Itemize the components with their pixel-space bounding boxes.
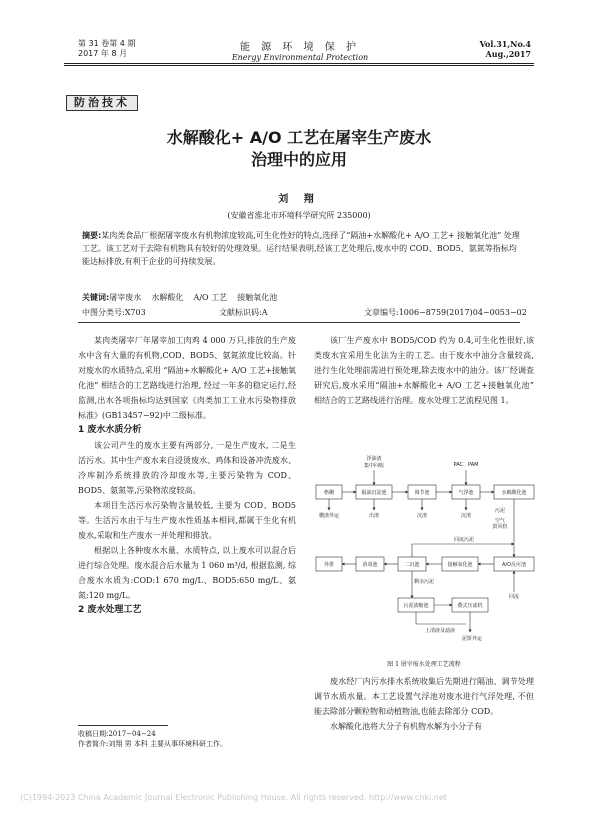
text-dieluo: 叠式压滤机 [457,603,483,609]
paragraph-domestic-sewage: 本项目生活污水污染物含量较低, 主要为 COD、BOD5 等。生活污水由于与生产废水性质基本相同,都属于生化有机废水,采取和生产废水一并处理和排放。 [78,501,296,540]
class-value: X703 [124,308,146,317]
column-tag: 防治技术 [66,95,138,111]
abstract-label: 摘要: [82,231,102,240]
article-title [64,127,534,171]
text-xiaodu: 消毒池 [362,562,378,568]
article-label: 文章编号: [364,308,399,317]
classification [82,307,146,318]
label-huiliu2: 回流 [508,594,520,600]
title-line-1: 水解酸化+ A/O 工艺在屠宰生产废水 [166,128,432,147]
header-rule-2 [64,65,534,66]
text-geyou: 隔油沉淀池 [361,490,387,496]
abstract-text: 某肉类食品厂根据屠宰废水有机物浓度较高,可生化性好的特点,选择了“隔油+水解酸化+ A/O 工艺+ 接触氧化池” 处理工艺。该工艺对于去除有机物具有较好的处理效果。运行结果表明,经该工艺处理后,废水中的 COD、BOD5、氨氮等指标均能达标排放,有利于企业的可持续发展。 [82,231,520,266]
keywords-text: 屠宰废水 水解酸化 A/O 工艺 接触氧化池 [109,293,278,302]
paragraph-wastewater-sources: 该公司产生的废水主要有两部分, 一是生产废水, 二是生活污水。其中生产废水来自浸烫废水、鸡体和设备冲洗废水、冷库制冷系统排放的冷却废水等,主要污染物为 COD、BOD5、氨氮等,污染物浓度较高。 [78,441,296,495]
process-flow-diagram [314,452,536,652]
label-pacpam: PAC、PAM [453,462,479,468]
figure-caption: 图 1 屠宰废水处理工艺流程 [387,661,461,668]
label-shaizha: 栅渣外运 [318,513,340,519]
text-erchen: 二沉池 [404,562,420,568]
label-shengyu: 剩余污泥 [413,579,435,585]
text-jiechu: 接触氧化池 [447,562,473,568]
title-line-2: 治理中的应用 [250,150,347,169]
label-chenni1: 沉渣 [416,513,428,519]
header-rule [64,63,534,64]
keywords-label: 关键词: [82,293,110,302]
label-gufeng: 鼓风机 [492,524,508,530]
doc-value: A [261,308,268,317]
abstract-rule [78,322,520,323]
issue-date-en: Aug.,2017 [485,49,531,59]
paragraph-hydrolysis: 水解酸化池将大分子有机物水解为小分子有 [330,722,482,731]
class-label: 中图分类号: [82,308,125,317]
text-waipai: 外排 [323,562,335,568]
affiliation: (安徽省淮北市环境科学研究所 235000) [227,211,371,220]
issue-info-en [480,39,531,59]
label-fuyou: 浮油渣 [366,456,382,462]
text-ao: A/O反应池 [501,562,527,568]
journal-name-en: Energy Environmental Protection [231,53,369,62]
footnote-rule [78,725,168,726]
keywords [82,292,277,303]
received-date: 收稿日期:2017−04−24 [78,730,156,738]
issue-volume: 第 31 卷第 4 期 [78,39,136,48]
text-wunong: 污泥浓缩池 [403,603,429,609]
label-wuni: 污泥 [494,508,506,514]
footnote [78,729,227,749]
abstract [82,229,520,268]
article-number [364,307,527,318]
issue-info [78,39,135,59]
section-heading-2: 2 废水处理工艺 [78,605,142,615]
doc-label: 文献标识码: [219,308,262,317]
paragraph-pretreatment: 废水经厂内污水排水系统收集后先期进行隔油、调节处理调节水质水量。本工艺设置气浮池对废水进行气浮处理, 不但能去除部分颗粒物和动植物油,也能去除部分 COD。 [314,677,534,716]
label-nibing: 泥饼外运 [461,636,483,642]
text-shuijie: 水解酸化池 [501,490,527,496]
label-chuyou: 出渣 [368,513,380,519]
copyright-watermark: (C)1994-2023 China Academic Journal Electronic Publishing House. All rights reserved. http://www.cnki.net [20,793,447,802]
text-geshan: 格栅 [323,490,335,496]
label-kongqi: 空气 [494,518,506,524]
author-note: 作者简介:刘翔 男 本科 主要从事环境科研工作。 [78,740,228,748]
article-value: 1006−8759(2017)04−0053−02 [398,308,527,317]
label-shangqing: 上清液及滤液 [424,628,456,634]
right-column-continued [314,674,534,734]
intro-paragraph: 某肉类屠宰厂年屠宰加工肉鸡 4 000 万只,排放的生产废水中含有大量的有机物,COD、BOD5、氨氮浓度比较高。针对废水的水质特点,采用 “隔油+水解酸化+ A/O 工艺+接触氧化池” 相结合的工艺路线进行治理, 经过一年多的稳定运行,经监测,出水各项指标均达到国家《肉类加工工业水污染物排放标准》(GB13457−92)中二级标准。 [78,336,296,420]
journal-name-cn: 能 源 环 境 保 护 [240,42,360,53]
text-qifu: 气浮池 [458,490,474,496]
author: 刘 翔 [278,194,320,205]
text-tiaojie: 调节池 [414,490,430,496]
label-huiliu: 回流污泥 [453,537,475,543]
journal-name [220,38,380,62]
right-column [314,333,534,408]
label-chenni2: 沉渣 [460,513,472,519]
issue-volume-en: Vol.31,No.4 [479,39,531,49]
section-heading-1: 1 废水水质分析 [78,425,142,435]
paragraph-biodegradability: 该厂生产废水中 BOD5/COD 约为 0.4,可生化性很好,该类废水宜采用生化法为主的工艺。由于废水中油分含量较高, 进行生化处理前需进行预处理,除去废水中的油分。该厂经调查研究后,废水采用“隔油+水解酸化+ A/O 工艺+接触氧化池” 相结合的工艺路线进行治理。废水处理工艺流程见图 1。 [314,336,534,405]
label-huishou: 集中回收 [363,463,385,469]
left-column [78,333,296,618]
issue-date: 2017 年 8 月 [78,49,128,58]
doc-code [219,307,267,318]
paragraph-water-quality: 根据以上各种废水水量、水质特点, 以上废水可以混合后进行综合处理。废水混合后水量为 1 060 m³/d, 根据监测, 综合废水水质为:COD:1 670 mg/L、BOD5:650 mg/L、氨氮:120 mg/L。 [78,546,296,600]
